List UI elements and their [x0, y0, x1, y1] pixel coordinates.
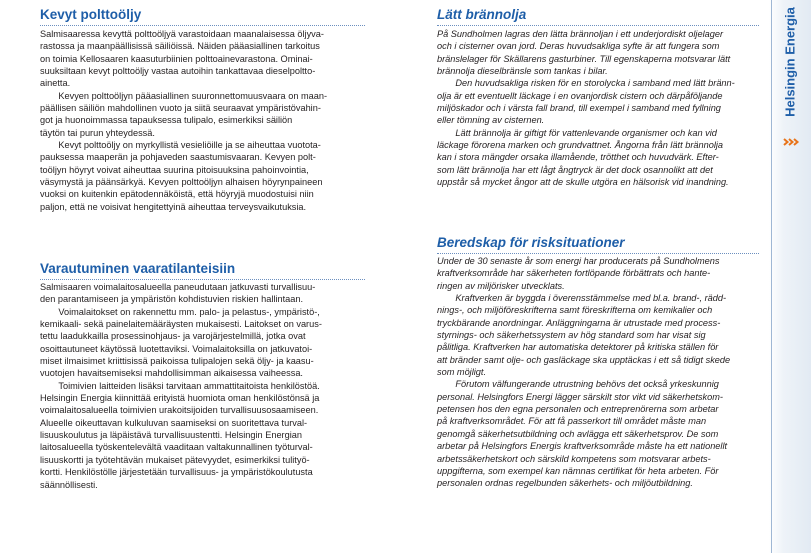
brand-name: Helsingin Energia [782, 7, 798, 117]
text-line: som möjligt. [437, 367, 487, 378]
flame-logo-icon [783, 133, 800, 150]
text-line: pauksessa maaperän ja pohjaveden saastumisvaaran. Kevyen polt- [40, 152, 316, 163]
text-line: petensen hos den egna personalen och entreprenörerna som arbetar [437, 404, 719, 415]
text-line: got ja huonoimmassa tapauksessa tulipalo, esimerkiksi säiliön [40, 115, 293, 126]
text-line: den parantamiseen ja ympäristön kohdistuvien riskien hallintaan. [40, 294, 304, 305]
section-title-latt-brannolja: Lätt brännolja [437, 7, 527, 22]
text-line: olja är ett eventuellt läckage i en ovanjordisk cistern och därpåföljande [437, 90, 723, 101]
text-line: Under de 30 senaste år som energi har producerats på Sundholmens [437, 256, 720, 266]
text-line: styrnings- och säkerhetssystem av hög standard som har visat sig [437, 330, 706, 341]
text-line: läckage förorena marken och grundvattnet. Ångorna från lätt brännolja [437, 140, 724, 151]
text-line: arbetar på Helsingfors Energis kraftverksområde måste ha ett nationellt [437, 441, 728, 452]
text-line: miset ilmaisimet kriittisissä paikoissa tulipalojen sekä öljy- ja kaasu- [40, 356, 314, 367]
section-body-latt-brannolja [437, 28, 735, 188]
text-line: personal. Helsingfors Energi lägger särskilt stor vikt vid säkerhetskom- [437, 391, 723, 402]
text-line: on toimia Kellosaaren kaasuturbiinien polttoainevarastona. Ominai- [40, 53, 313, 64]
text-line: miljöskador och i värsta fall brand, till exempel i samband med fyllning [437, 103, 721, 114]
text-line: kortti. Henkilöstölle järjestetään turvallisuus- ja ympäristökoulutusta [40, 467, 313, 478]
text-line: täytön tai purun yhteydessä. [40, 127, 155, 138]
text-line: vuoksi on kuitenkin epätodennäköistä, että höyryjä muodostuisi niin [40, 189, 314, 200]
text-line: genomgå säkerhetsutbildning och avlägga ett säkerhetsprov. De som [437, 428, 719, 439]
text-line: osoittautuneet käytössä luotettaviksi. Voimalaitoksilla on jatkuvatoi- [40, 343, 313, 354]
text-line: Den huvudsakliga risken för en storolycka i samband med lätt bränn- [437, 78, 735, 89]
text-line: rastossa ja maanpäällisissä säiliöissä. Näiden pääasiallinen tarkoitus [40, 41, 320, 52]
text-line: Toimivien laitteiden lisäksi tarvitaan ammattitaitoista henkilöstöä. [40, 380, 320, 391]
text-line: kraftverksområde har säkerheten fortlöpande förbättrats och hante- [437, 268, 711, 279]
text-line: brännolja dieselbränsle som tankas i bilar. [437, 66, 608, 77]
text-line: Kevyen polttoöljyn pääasiallinen suuronnettomuusvaara on maan- [40, 90, 328, 101]
text-line: tryckbärande anordningar. Anläggningarna är utrustade med process- [437, 317, 721, 328]
text-line: Salmisaaren voimalaitosalueella paneudutaan jatkuvasti turvallisuu- [40, 282, 316, 292]
section-title-kevyt-polttooljy: Kevyt polttoöljy [40, 7, 142, 22]
text-line: tettu laadukkailla prosessinohjaus- ja varojärjestelmillä, jotka ovat [40, 331, 306, 342]
text-line: Voimalaitokset on rakennettu mm. palo- ja pelastus-, ympäristö-, [40, 306, 320, 317]
text-line: uppstår så mycket ångor att de skulle utgöra en hälsorisk vid inandning. [437, 177, 729, 188]
section-title-divider [437, 25, 759, 26]
section-title-beredskap: Beredskap för risksituationer [437, 235, 625, 250]
text-line: Helsingin Energia kiinnittää erityistä huomiota oman henkilöstönsä ja [40, 393, 320, 404]
text-line: väsymystä ja päänsärkyä. Kevyen polttoöljyn alhaisen höyrynpaineen [40, 177, 323, 188]
text-line: uppgifterna, som exempel kan nämnas certifikat för heta arbeten. För [437, 465, 719, 476]
section-body-beredskap [437, 255, 730, 490]
text-line: nings-, och miljöföreskrifterna samt föreskrifterna om kemikalier och [437, 305, 713, 316]
text-line: Kevyt polttoöljy on myrkyllistä vesieliöille ja se aiheuttaa vuotota- [40, 140, 321, 151]
text-line: ainetta. [40, 78, 71, 89]
section-title-divider [40, 25, 365, 26]
text-line: som lätt brännolja har ett lågt ångtryck är det dock osannolikt att det [437, 164, 713, 175]
text-line: Salmisaaressa kevyttä polttoöljyä varastoidaan maanalaisessa öljyva- [40, 29, 324, 39]
text-line: suuksiltaan kevyt polttoöljy vastaa autoihin tankattavaa dieselpoltto- [40, 66, 316, 77]
text-line: på kraftverksområdet. För att få passerkort till området måste man [437, 416, 707, 427]
text-line: säännöllisesti. [40, 479, 98, 490]
text-line: voimalaitosalueella toimivien urakoitsijoiden turvallisuusosaamiseen. [40, 405, 319, 416]
text-line: och i cisterner ovan jord. Deras huvudsakliga syfte är att fungera som [437, 41, 720, 52]
section-title-divider [40, 279, 365, 280]
text-line: På Sundholmen lagras den lätta brännoljan i ett underjordiskt oljelager [437, 29, 724, 39]
text-line: bränslelager för Skällarens gasturbiner. Till egenskaperna motsvarar lätt [437, 53, 731, 64]
text-line: pålitliga. Kraftverken har automatiska detektorer på kritiska ställen för [437, 342, 719, 353]
section-title-varautuminen: Varautuminen vaaratilanteisiin [40, 261, 236, 276]
text-line: personalen ordnas regelbunden säkerhets- och miljöutbildning. [437, 478, 693, 489]
text-line: eller tömning av cisternen. [437, 115, 545, 126]
text-line: arbetssäkerhetskort och särskild kompetens som motsvarar arbets- [437, 453, 711, 464]
text-line: toöljyn höyryt voivat aiheuttaa suurina pitoisuuksina pahoinvointia, [40, 164, 309, 175]
text-line: lisuuskortti ja työtehtävän mukaiset pätevyydet, esimerkiksi tulityö- [40, 454, 310, 465]
section-body-varautuminen [40, 281, 322, 491]
text-line: paljon, että ne voisivat hengitettyinä aiheuttaa terveysvaikutuksia. [40, 201, 307, 212]
text-line: laitosalueella työskentelevältä vaaditaan valtakunnallinen työturval- [40, 442, 313, 453]
text-line: päällisen säiliön mahdollinen vuoto ja siitä seuraavat ympäristövahin- [40, 103, 321, 114]
sidebar-divider [771, 0, 772, 553]
text-line: vuotojen havaitsemiseksi mahdollisimman aikaisessa vaiheessa. [40, 368, 303, 379]
text-line: ringen av miljörisker utvecklats. [437, 280, 565, 291]
text-line: kemikaali- sekä painelaitemääräysten mukaisesti. Laitokset on varus- [40, 319, 322, 330]
text-line: kan i stora mängder orsaka illamående, trötthet och huvudvärk. Efter- [437, 152, 719, 163]
text-line: Lätt brännolja är giftigt för vattenlevande organismer och kan vid [437, 127, 717, 138]
text-line: Alueelle oikeuttavan kulkuluvan saamiseksi on suoritettava turval- [40, 417, 308, 428]
text-line: Kraftverken är byggda i överensstämmelse med bl.a. brand-, rädd- [437, 293, 727, 304]
section-title-divider [437, 253, 759, 254]
text-line: lisuuskoulutus ja läpäistävä turvallisuustentti. Helsingin Energian [40, 430, 302, 441]
section-body-kevyt-polttooljy [40, 28, 327, 213]
text-line: Förutom välfungerande utrustning behövs det också yrkeskunnig [437, 379, 719, 390]
text-line: att bränder samt olje- och gasläckage ska upptäckas i ett så tidigt skede [437, 354, 731, 365]
